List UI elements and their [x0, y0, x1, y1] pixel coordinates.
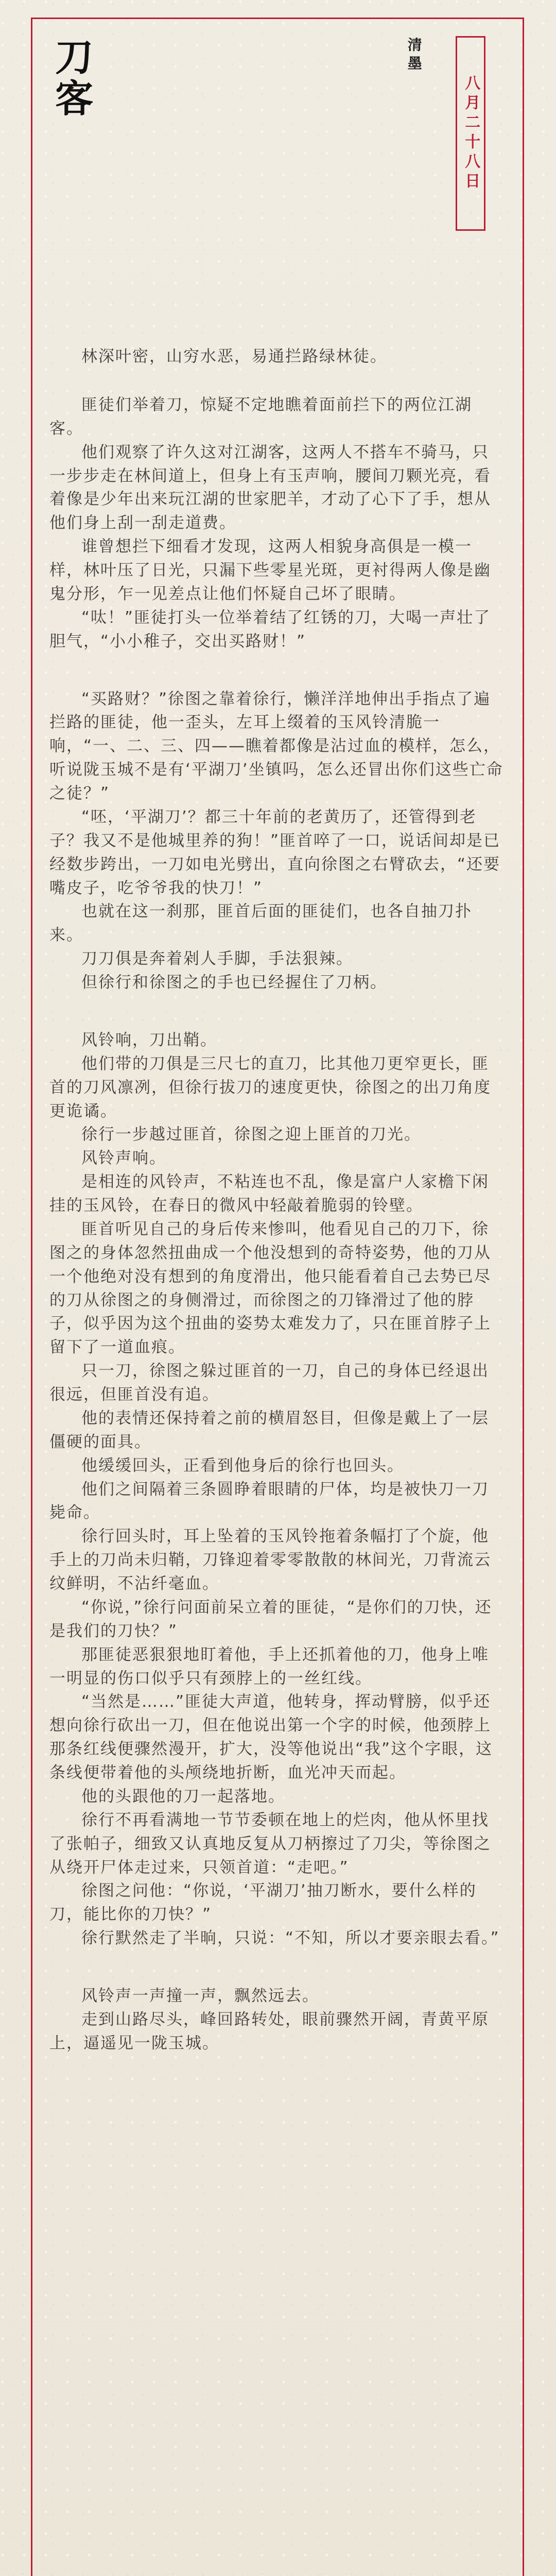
- article-paragraph: 徐图之问他：“你说，‘平湖刀’抽刀断水，要什么样的刀，能比你的刀快？”: [49, 1882, 477, 1924]
- article-paragraph: “你说，”徐行问面前呆立着的匪徒，“是你们的刀快，还是我们的刀快？”: [49, 1598, 492, 1640]
- article-paragraph: “买路财？”徐图之靠着徐行，懒洋洋地伸出手指点了遍拦路的匪徒，他一歪头，左耳上缀着的玉风铃清脆一响，“一、二、三、四——瞧着都像是沾过血的模样，怎么，听说陇玉城不是有‘平湖刀’坐镇吗，怎么还冒出你们这些亡命之徒？”: [49, 689, 503, 803]
- article-paragraph: 也就在这一刹那，匪首后面的匪徒们，也各自抽刀扑来。: [49, 902, 472, 945]
- article-paragraph: 徐行一步越过匪首，徐图之迎上匪首的刀光。: [81, 1125, 421, 1144]
- page-title: 刀客: [49, 37, 94, 120]
- article-paragraph: 徐行默然走了半晌，只说：“不知，所以才要亲眼去看。”: [81, 1929, 500, 1948]
- article-paragraph: 只一刀，徐图之躲过匪首的一刀，自己的身体已经退出很远，但匪首没有追。: [49, 1362, 489, 1404]
- article-paragraph: 那匪徒恶狠狠地盯着他，手上还抓着他的刀，他身上唯一明显的伤口似乎只有颈脖上的一丝红线。: [49, 1645, 489, 1688]
- article-paragraph: “呸，‘平湖刀’？都三十年前的老黄历了，还管得到老子？我又不是他城里养的狗！”匪首啐了一口，说话间却是已经数步跨出，一刀如电光劈出，直向徐图之右臂砍去，“还要嘴皮子，吃爷爷我的快刀！”: [49, 807, 501, 897]
- article-paragraph: 谁曾想拦下细看才发现，这两人相貌身高俱是一模一样，林叶压了日光，只漏下些零星光斑，更衬得两人像是幽鬼分形，乍一见差点让他们怀疑自己坏了眼睛。: [49, 537, 491, 603]
- article-paragraph: 他们观察了许久这对江湖客，这两人不搭车不骑马，只一步步走在林间道上，但身上有玉声响，腰间刀颗光亮，看着像是少年出来玩江湖的世家肥羊，才动了心下了手，想从他们身上刮一刮走道费。: [49, 443, 491, 533]
- article-paragraph: 刀刀俱是奔着剁人手脚，手法狠辣。: [81, 950, 353, 969]
- article-paragraph: “当然是……”匪徒大声道，他转身，挥动臂膀，似乎还想向徐行砍出一刀，但在他说出第一个字的时候，他颈脖上那条红线便骤然漫开，扩大，没等他说出“我”这个字眼，这条线便带着他的头颅绕地折断，血光冲天而起。: [49, 1692, 493, 1782]
- article-paragraph: 是相连的风铃声，不粘连也不乱，像是富户人家檐下闲挂的玉风铃，在春日的微风中轻敲着脆弱的铃壁。: [49, 1173, 489, 1215]
- article-paragraph: 但徐行和徐图之的手也已经握住了刀柄。: [81, 973, 387, 992]
- article-body: [49, 345, 506, 2056]
- article-paragraph: 风铃声响。: [81, 1149, 166, 1168]
- date-text: 八月二十八日: [462, 75, 480, 192]
- article-paragraph: 风铃声一声撞一声，飘然远去。: [81, 1987, 319, 2005]
- article-paragraph: 他们带的刀俱是三尺七的直刀，比其他刀更窄更长，匪首的刀风凛冽，但徐行拔刀的速度更快，徐图之的出刀角度更诡谲。: [49, 1054, 491, 1121]
- article-paragraph: 风铃响，刀出鞘。: [81, 1030, 217, 1049]
- article-paragraph: 匪首听见自己的身后传来惨叫，他看见自己的刀下，徐图之的身体忽然扭曲成一个他没想到的奇特姿势，他的刀从一个他绝对没有想到的角度滑出，他只能看着自己去势已尽的刀从徐图之的身侧滑过，而徐图之的刀锋滑过了他的脖子，似乎因为这个扭曲的姿势太难发力了，只在匪首脖子上留下了一道血痕。: [49, 1219, 491, 1357]
- article-paragraph: “呔！”匪徒打头一位举着结了红锈的刀，大喝一声壮了胆气，“小小稚子，交出买路财！”: [49, 608, 491, 651]
- article-paragraph: 徐行不再看满地一节节委顿在地上的烂肉，他从怀里找了张帕子，细致又认真地反复从刀柄擦过了刀尖，等徐图之从绕开尸体走过来，只领首道：“走吧。”: [49, 1810, 491, 1877]
- article-paragraph: 他的头跟他的刀一起落地。: [81, 1787, 285, 1806]
- article-paragraph: 徐行回头时，耳上坠着的玉风铃拖着条幅打了个旋，他手上的刀尚未归鞘，刀锋迎着零零散散的林间光，刀背流云纹鲜明，不沾纤毫血。: [49, 1527, 491, 1593]
- article-paragraph: 走到山路尽头，峰回路转处，眼前骤然开阔，青黄平原上，逼遥见一陇玉城。: [49, 2010, 489, 2053]
- article-paragraph: 林深叶密，山穷水恶，易通拦路绿林徒。: [81, 347, 387, 366]
- article-paragraph: 他的表情还保持着之前的横眉怒目，但像是戴上了一层僵硬的面具。: [49, 1409, 489, 1451]
- author-name: 清墨: [405, 37, 423, 74]
- article-paragraph: 他们之间隔着三条圆睁着眼睛的尸体，均是被快刀一刀毙命。: [49, 1480, 489, 1522]
- article-header: [49, 37, 507, 274]
- article-paragraph: 匪徒们举着刀，惊疑不定地瞧着面前拦下的两位江湖客。: [49, 395, 472, 438]
- article-paragraph: 他缓缓回头，正看到他身后的徐行也回头。: [81, 1456, 404, 1475]
- date-stamp: [456, 36, 485, 231]
